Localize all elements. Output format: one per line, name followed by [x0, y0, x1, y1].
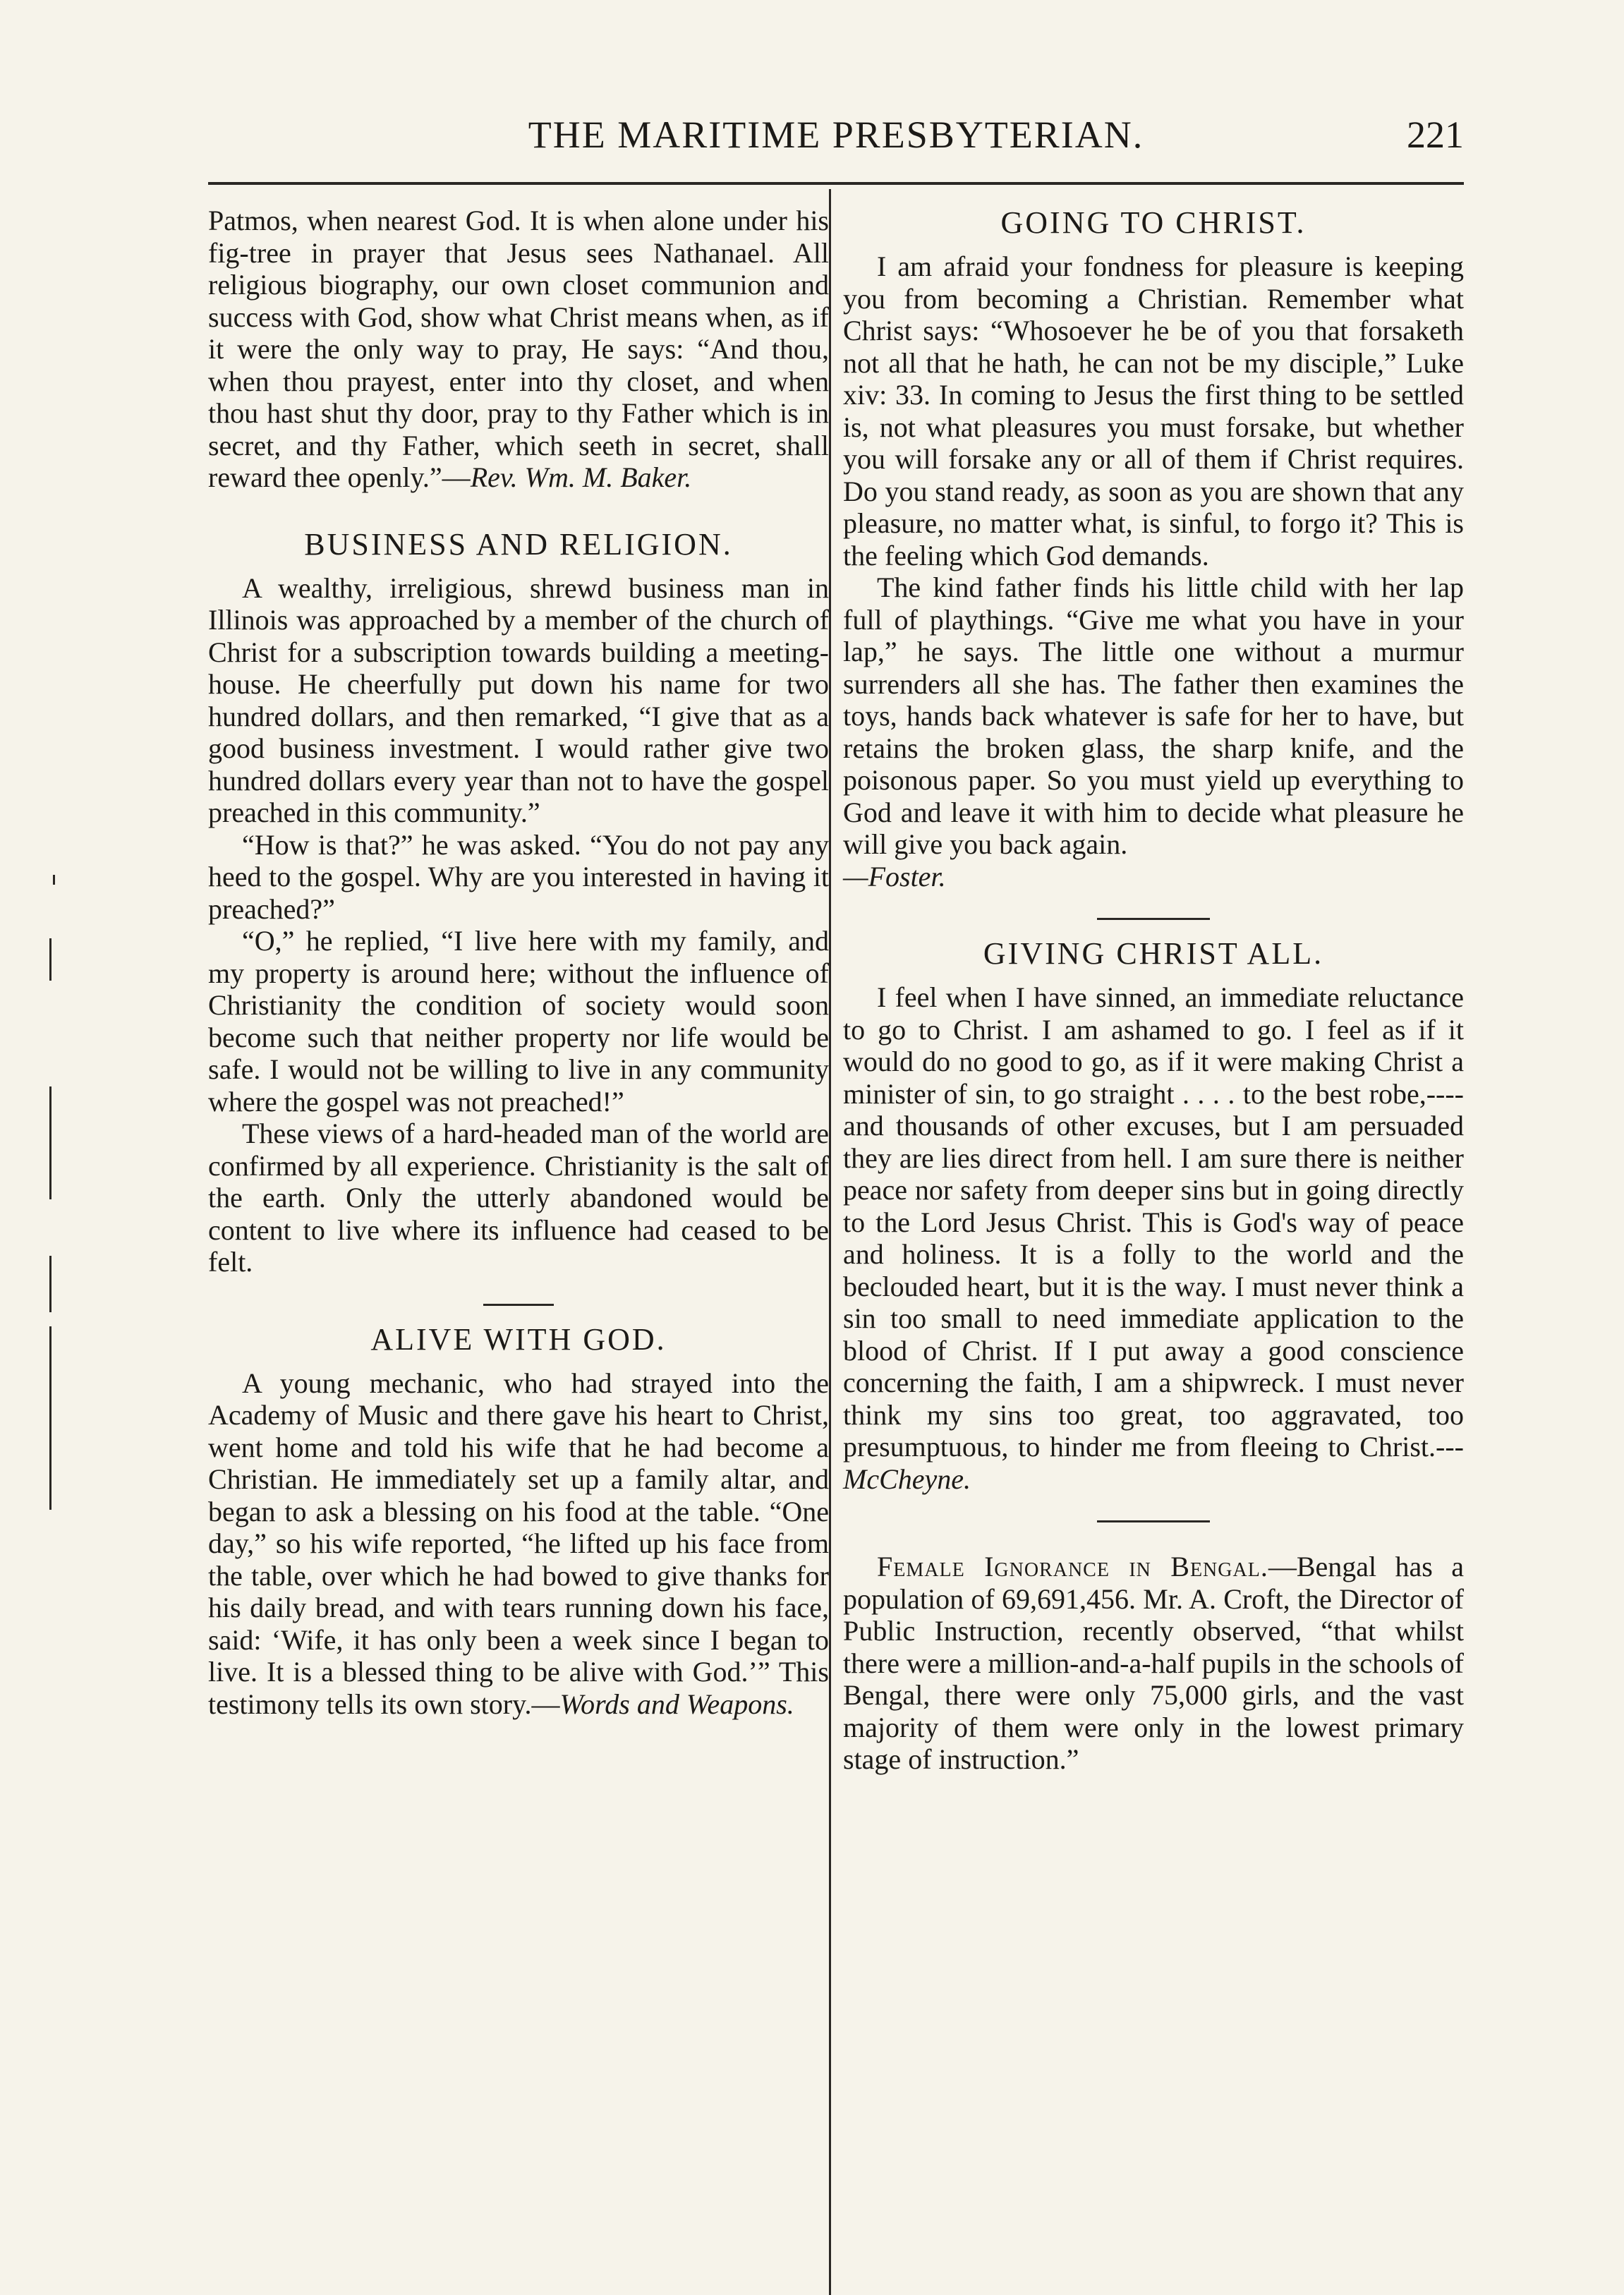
attribution: Words and Weapons. — [559, 1688, 794, 1720]
article-heading-alive-with-god: ALIVE WITH GOD. — [370, 1321, 667, 1357]
attribution: Rev. Wm. M. Baker. — [470, 461, 692, 493]
left-column — [208, 205, 829, 1720]
news-item-title: Female Ignorance in Bengal. — [877, 1551, 1268, 1582]
article-heading-going-to-christ: GOING TO CHRIST. — [1000, 205, 1307, 240]
paragraph — [208, 1367, 829, 1721]
paragraph — [843, 981, 1464, 1495]
column-divider — [829, 189, 831, 2295]
paragraph: A wealthy, irreligious, shrewd business man in Illinois was approached by a member of the church of Christ for a subscription towards building a meeting-house. He cheerfully put down his name for two hundred dollars, and then remarked, “I give that as a good business investment. I would rather give two hundred dollars every year than not to have the gospel preached in this community.” — [208, 571, 829, 828]
margin-mark — [49, 1326, 51, 1510]
continuation-text: Patmos, when nearest God. It is when alone under his fig-tree in prayer that Jesus sees Nathanael. All religious biography, our own closet communion and success with God, show what Christ means when, as if it were the only way to pray, He says: “And thou, when thou prayest, enter into thy closet, and when thou hast shut thy door, pray to thy Father which is in secret, and thy Father, which seeth in secret, shall reward thee openly.”— — [208, 205, 829, 493]
article-heading-business-religion: BUSINESS AND RELIGION. — [304, 526, 733, 562]
paragraph-text: I feel when I have sinned, an immediate reluctance to go to Christ. I am ashamed to go. I feel as if it would do no good to go, as if it were making Christ a minister of sin, to go straight . . . . to the best robe,----and thousands of other excuses, but I am persuaded they are lies direct from hell. I am sure there is neither peace nor safety from deeper sins but in going directly to the Lord Jesus Christ. This is God's way of peace and holiness. It is a folly to the world and the beclouded heart, but it is the way. I must never think a sin too small to need immediate application to the blood of Christ. If I put away a good conscience concerning the faith, I am a shipwreck. I must never think my sins too great, too aggravated, too presumptuous, to hinder me from fleeing to Christ.--- — [843, 981, 1464, 1463]
paragraph: “O,” he replied, “I live here with my family, and my property is around here; without the influence of Christianity the condition of society would soon become such that neither property nor life would be safe. I would not be willing to live in any community where the gospel was not preached!” — [208, 925, 829, 1118]
section-divider — [1097, 918, 1210, 920]
journal-title: THE MARITIME PRESBYTERIAN. — [528, 114, 1144, 156]
article-heading-giving-christ-all: GIVING CHRIST ALL. — [983, 936, 1324, 971]
margin-mark — [49, 938, 51, 981]
paragraph: The kind father finds his little child with her lap full of playthings. “Give me what you have in your lap,” he says. The little one without a murmur surrenders all she has. The father then examines the toys, hands back whatever is safe for her to have, but retains the broken glass, the sharp knife, and the poisonous paper. So you must yield up everything to God and leave it with him to decide what pleasure he will give you back again. — [843, 571, 1464, 860]
news-item-text: —Bengal has a population of 69,691,456. Mr. A. Croft, the Director of Public Instruction, recently observed, “that whilst there were a million-and-a-half pupils in the schools of Bengal, there were only 75,000 girls, and the vast majority of them were only in the lowest primary stage of instruction.” — [843, 1551, 1464, 1775]
article-continuation — [208, 205, 829, 494]
paragraph: I am afraid your fondness for pleasure is keeping you from becoming a Christian. Remember what Christ says: “Whosoever he be of you that forsaketh not all that he hath, he can not be my disciple,” Luke xiv: 33. In coming to Jesus the first thing to be settled is, not what pleasures you must forsake, but whether you will forsake any or all of them if Christ requires. Do you stand ready, as soon as you are shown that any pleasure, no matter what, is sinful, to forgo it? This is the feeling which God demands. — [843, 250, 1464, 571]
right-column — [843, 205, 1464, 1776]
attribution: —Foster. — [843, 860, 946, 892]
margin-mark — [49, 1256, 51, 1312]
margin-mark — [53, 875, 55, 885]
running-head — [208, 106, 1464, 169]
news-item-bengal — [843, 1551, 1464, 1776]
section-divider — [1097, 1520, 1210, 1522]
margin-mark — [49, 1086, 51, 1199]
section-divider — [483, 1304, 554, 1306]
attribution: McCheyne. — [843, 1463, 971, 1495]
page-number: 221 — [1407, 114, 1464, 156]
paragraph-text: A young mechanic, who had strayed into the Academy of Music and there gave his heart to Christ, went home and told his wife that he had become a Christian. He immediately set up a family altar, and began to ask a blessing on his food at the table. “One day,” so his wife reported, “he lifted up his face from the table, over which he had bowed to give thanks for his daily bread, and with tears running down his face, said: ‘Wife, it has only been a week since I began to live. It is a blessed thing to be alive with God.’” This testimony tells its own story.— — [208, 1367, 829, 1720]
paragraph: These views of a hard-headed man of the world are confirmed by all experience. Christianity is the salt of the earth. Only the utterly abandoned would be content to live where its influence had ceased to be felt. — [208, 1118, 829, 1278]
paragraph: “How is that?” he was asked. “You do not pay any heed to the gospel. Why are you interested in having it preached?” — [208, 828, 829, 925]
header-rule — [208, 182, 1464, 185]
